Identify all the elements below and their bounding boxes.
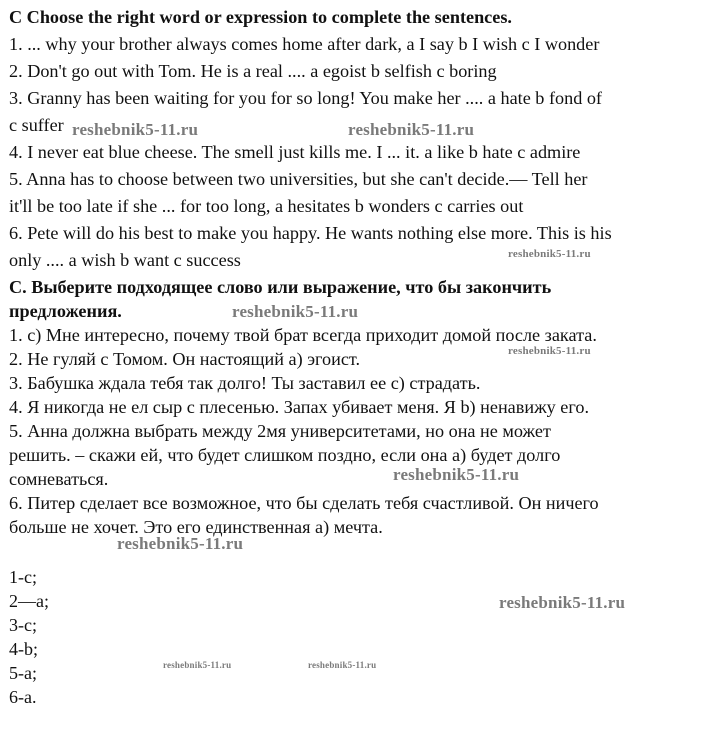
russian-line-2: 2. Не гуляй с Томом. Он настоящий а) эгоист. <box>9 349 361 369</box>
watermark: reshebnik5-11.ru <box>499 593 626 612</box>
english-line-4: c suffer <box>9 115 64 135</box>
answer-4: 4-b; <box>9 639 38 659</box>
answer-2: 2—a; <box>9 591 49 611</box>
answer-6: 6-a. <box>9 687 37 707</box>
english-line-6: 5. Anna has to choose between two universities, but she can't decide.— Tell her <box>9 169 588 189</box>
watermark: reshebnik5-11.ru <box>232 302 359 321</box>
english-line-9: only .... a wish b want c success <box>9 250 241 270</box>
russian-line-1: 1. с) Мне интересно, почему твой брат всегда приходит домой после заката. <box>9 325 597 345</box>
english-line-2: 2. Don't go out with Tom. He is a real .... a egoist b selfish c boring <box>9 61 497 81</box>
russian-heading-line-2: предложения. <box>9 301 122 321</box>
russian-line-6: решить. – скажи ей, что будет слишком поздно, если она а) будет долго <box>9 445 561 465</box>
english-line-5: 4. I never eat blue cheese. The smell just kills me. I ... it. a like b hate c admire <box>9 142 581 162</box>
english-line-7: it'll be too late if she ... for too long, a hesitates b wonders c carries out <box>9 196 524 216</box>
english-line-1: 1. ... why your brother always comes home after dark, a I say b I wish c I wonder <box>9 34 600 54</box>
answer-1: 1-c; <box>9 567 37 587</box>
english-heading: C Choose the right word or expression to complete the sentences. <box>9 7 512 27</box>
russian-line-5: 5. Анна должна выбрать между 2мя университетами, но она не может <box>9 421 551 441</box>
watermark: reshebnik5-11.ru <box>348 120 475 139</box>
watermark: reshebnik5-11.ru <box>308 660 377 670</box>
watermark: reshebnik5-11.ru <box>72 120 199 139</box>
watermark: reshebnik5-11.ru <box>393 465 520 484</box>
russian-line-4: 4. Я никогда не ел сыр с плесенью. Запах убивает меня. Я b) ненавижу его. <box>9 397 590 417</box>
english-line-3: 3. Granny has been waiting for you for so long! You make her .... a hate b fond of <box>9 88 602 108</box>
watermark: reshebnik5-11.ru <box>117 534 244 553</box>
english-line-8: 6. Pete will do his best to make you happy. He wants nothing else more. This is his <box>9 223 612 243</box>
watermark: reshebnik5-11.ru <box>508 248 591 260</box>
russian-line-8: 6. Питер сделает все возможное, что бы сделать тебя счастливой. Он ничего <box>9 493 599 513</box>
answer-5: 5-a; <box>9 663 37 683</box>
russian-line-9: больше не хочет. Это его единственная а) мечта. <box>9 517 383 537</box>
russian-line-3: 3. Бабушка ждала тебя так долго! Ты заставил ее с) страдать. <box>9 373 481 393</box>
russian-heading-line-1: С. Выберите подходящее слово или выражение, что бы закончить <box>9 277 552 297</box>
watermark: reshebnik5-11.ru <box>163 660 232 670</box>
russian-line-7: сомневаться. <box>9 469 109 489</box>
answer-3: 3-c; <box>9 615 37 635</box>
watermark: reshebnik5-11.ru <box>508 345 591 357</box>
